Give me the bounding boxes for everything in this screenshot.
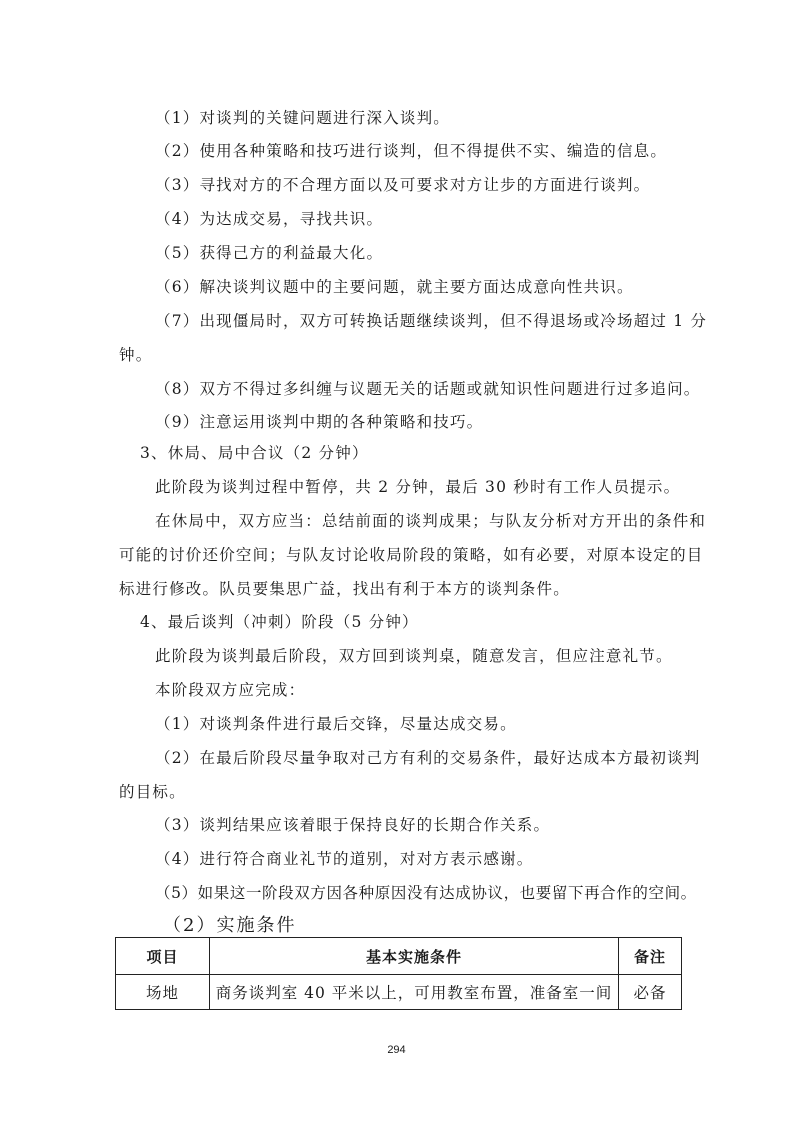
paragraph-continuation: 的目标。 <box>119 783 186 801</box>
paragraph-continuation: 可能的讨价还价空间；与队友讨论收局阶段的策略，如有必要，对原本设定的目 <box>119 546 704 564</box>
table-cell: 必备 <box>619 975 682 1010</box>
section-heading: 3、休局、局中合议（2 分钟） <box>140 444 369 462</box>
paragraph-continuation: 标进行修改。队员要集思广益，找出有利于本方的谈判条件。 <box>119 580 570 598</box>
paragraph: （5）获得己方的利益最大化。 <box>155 244 384 262</box>
subheading: （2）实施条件 <box>163 915 297 936</box>
paragraph: 在休局中，双方应当：总结前面的谈判成果；与队友分析对方开出的条件和 <box>155 512 707 530</box>
paragraph: （2）使用各种策略和技巧进行谈判，但不得提供不实、编造的信息。 <box>155 142 668 160</box>
table-row <box>116 975 682 1010</box>
page-number: 294 <box>387 1044 406 1056</box>
paragraph: （4）进行符合商业礼节的道别，对对方表示感谢。 <box>155 850 534 868</box>
paragraph: （3）谈判结果应该着眼于保持良好的长期合作关系。 <box>155 816 551 834</box>
paragraph: （4）为达成交易，寻找共识。 <box>155 210 384 228</box>
table-cell: 场地 <box>116 975 210 1010</box>
paragraph: （2）在最后阶段尽量争取对己方有利的交易条件，最好达成本方最初谈判 <box>155 749 701 767</box>
section-heading: 4、最后谈判（冲刺）阶段（5 分钟） <box>140 613 419 631</box>
column-header: 基本实施条件 <box>210 938 619 975</box>
paragraph: （3）寻找对方的不合理方面以及可要求对方让步的方面进行谈判。 <box>155 176 651 194</box>
paragraph: （7）出现僵局时，双方可转换话题继续谈判，但不得退场或冷场超过 1 分 <box>155 312 708 330</box>
paragraph: （1）对谈判条件进行最后交锋，尽量达成交易。 <box>155 715 517 733</box>
paragraph: （9）注意运用谈判中期的各种策略和技巧。 <box>155 413 484 431</box>
column-header: 项目 <box>116 938 210 975</box>
paragraph: 此阶段为谈判过程中暂停，共 2 分钟，最后 30 秒时有工作人员提示。 <box>155 478 681 496</box>
paragraph: （6）解决谈判议题中的主要问题，就主要方面达成意向性共识。 <box>155 278 634 296</box>
table-header-row <box>116 938 682 975</box>
paragraph: 此阶段为谈判最后阶段，双方回到谈判桌，随意发言，但应注意礼节。 <box>155 647 673 665</box>
paragraph: （1）对谈判的关键问题进行深入谈判。 <box>155 109 450 127</box>
table-cell: 商务谈判室 40 平米以上，可用教室布置，准备室一间 <box>210 975 619 1010</box>
conditions-table <box>115 937 682 1010</box>
paragraph-continuation: 钟。 <box>119 346 153 364</box>
column-header: 备注 <box>619 938 682 975</box>
paragraph: （8）双方不得过多纠缠与议题无关的话题或就知识性问题进行过多追问。 <box>155 380 701 398</box>
paragraph: （5）如果这一阶段双方因各种原因没有达成协议，也要留下再合作的空间。 <box>155 884 697 902</box>
paragraph: 本阶段双方应完成： <box>155 681 306 699</box>
